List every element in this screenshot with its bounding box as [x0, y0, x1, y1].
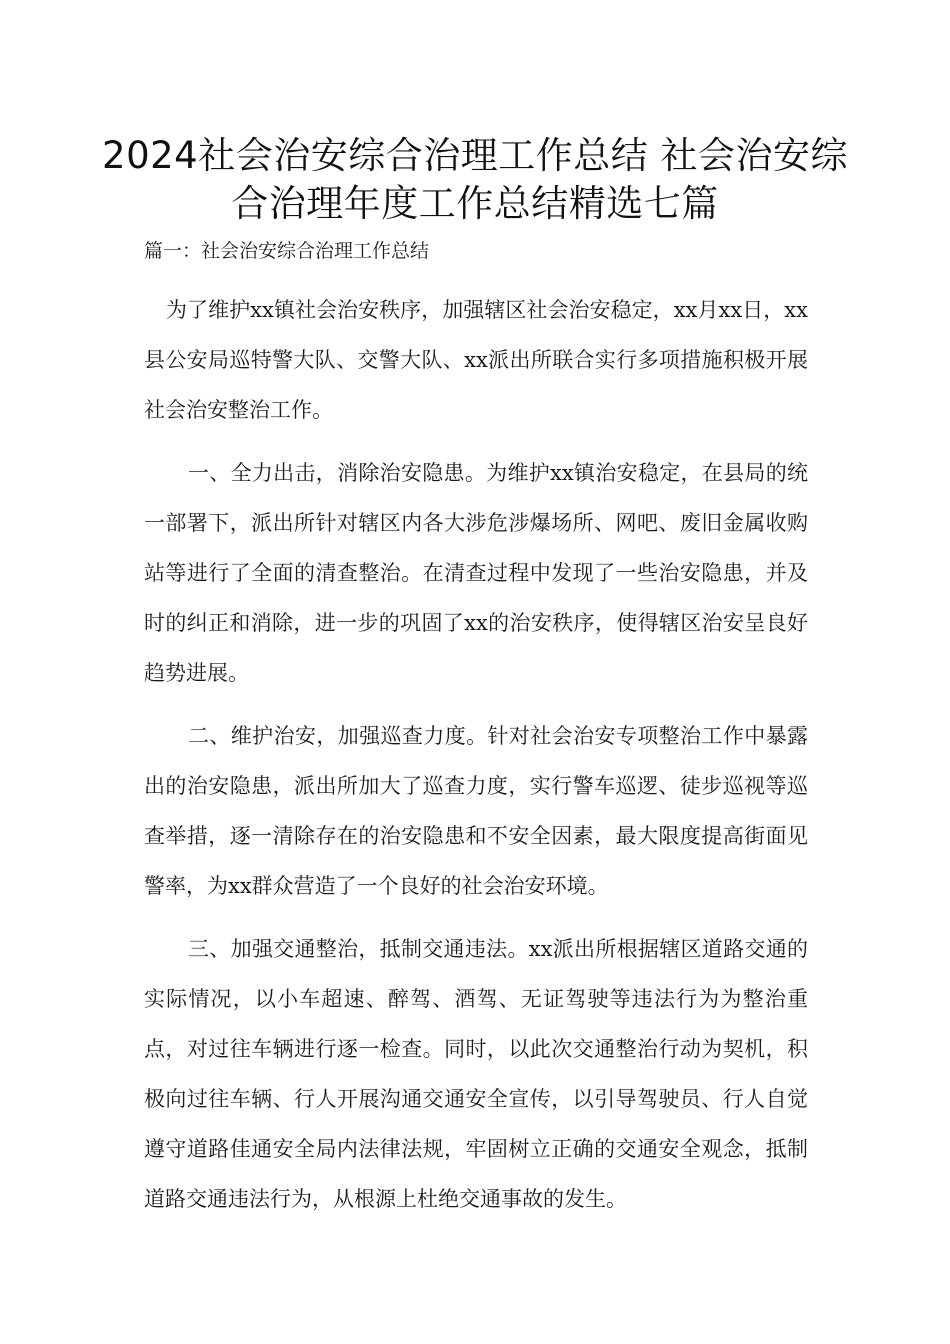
paragraph-intro: 为了维护xx镇社会治安秩序，加强辖区社会治安稳定，xx月xx日，xx县公安局巡特警大队、交警大队、xx派出所联合实行多项措施积极开展社会治安整治工作。	[144, 298, 808, 422]
paragraph-point-1: 一、全力出击，消除治安隐患。为维护xx镇治安稳定，在县局的统一部署下，派出所针对辖区内各大涉危涉爆场所、网吧、废旧金属收购站等进行了全面的清查整治。在清查过程中发现了一些治安隐患，并及时的纠正和消除，进一步的巩固了xx的治安秩序，使得辖区治安呈良好趋势进展。	[144, 461, 808, 685]
paragraph-point-3: 三、加强交通整治，抵制交通违法。xx派出所根据辖区道路交通的实际情况，以小车超速、醉驾、酒驾、无证驾驶等违法行为为整治重点，对过往车辆进行逐一检查。同时，以此次交通整治行动为契机，积极向过往车辆、行人开展沟通交通安全宣传，以引导驾驶员、行人自觉遵守道路佳通安全局内法律法规，牢固树立正确的交通安全观念，抵制道路交通违法行为，从根源上杜绝交通事故的发生。	[144, 937, 808, 1211]
document-title: 2024社会治安综合治理工作总结 社会治安综合治理年度工作总结精选七篇	[102, 134, 848, 225]
section-heading: 篇一：社会治安综合治理工作总结	[144, 240, 430, 262]
document-body	[144, 285, 808, 1237]
paragraph-point-2: 二、维护治安，加强巡查力度。针对社会治安专项整治工作中暴露出的治安隐患，派出所加大了巡查力度，实行警车巡逻、徒步巡视等巡查举措，逐一清除存在的治安隐患和不安全因素，最大限度提高街面见警率，为xx群众营造了一个良好的社会治安环境。	[144, 724, 808, 898]
